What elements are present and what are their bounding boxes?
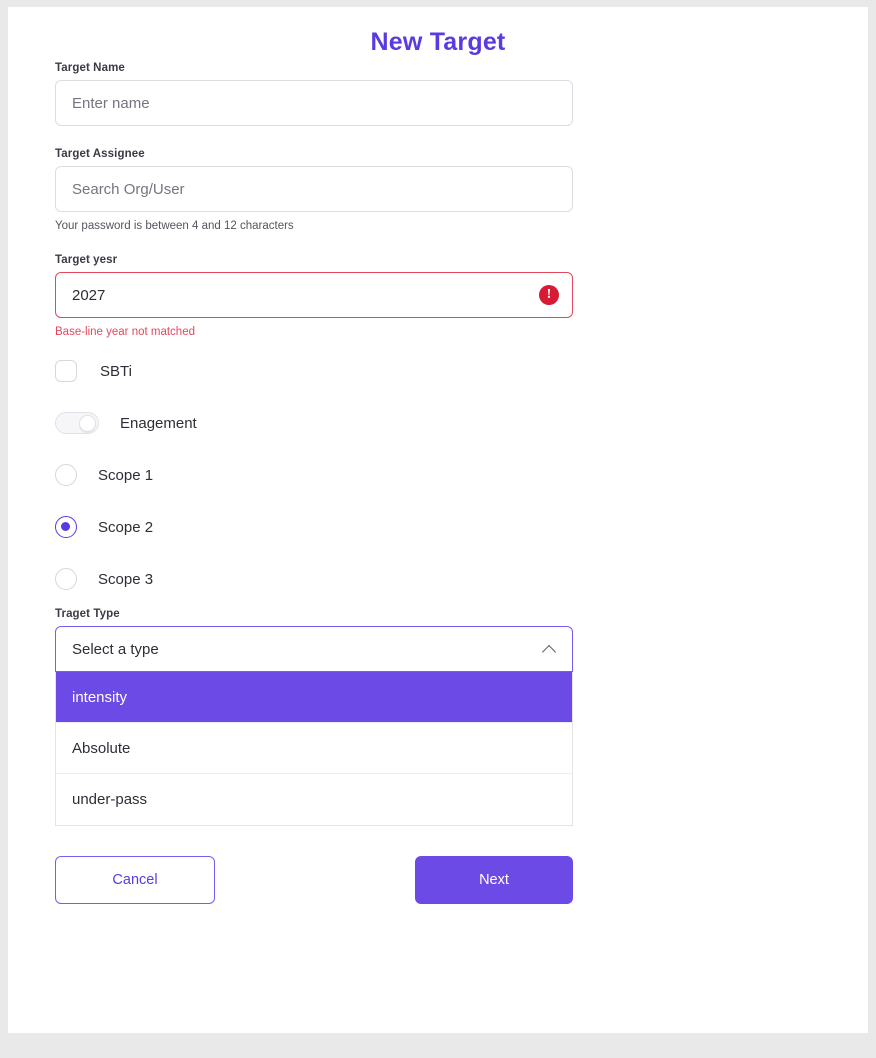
dropdown-option-label: intensity <box>72 688 128 706</box>
option-label: Enagement <box>120 414 197 432</box>
field-target-assignee <box>55 148 575 232</box>
radio-scope-2[interactable] <box>55 516 77 538</box>
toggle-enagement[interactable] <box>55 412 99 434</box>
option-scope-3[interactable] <box>55 566 575 592</box>
dropdown-option-absolute[interactable] <box>56 723 572 774</box>
dropdown-option-under-pass[interactable] <box>56 774 572 825</box>
page-title: New Target <box>370 28 506 56</box>
next-button[interactable]: Next <box>415 856 573 904</box>
option-label: SBTi <box>100 362 132 380</box>
toggle-knob <box>79 415 96 432</box>
options-group <box>55 358 575 592</box>
target-year-label: Target yesr <box>55 254 118 266</box>
new-target-panel <box>8 7 868 1033</box>
exclamation-circle-icon: ! <box>539 285 559 305</box>
chevron-up-icon[interactable] <box>543 643 556 656</box>
target-year-input-wrap <box>55 272 573 318</box>
target-type-label: Traget Type <box>55 608 120 620</box>
checkbox-sbti[interactable] <box>55 360 77 382</box>
target-type-selected-value: Select a type <box>72 640 159 658</box>
option-enagement[interactable] <box>55 410 575 436</box>
target-name-label: Target Name <box>55 62 125 74</box>
option-label: Scope 2 <box>98 518 154 536</box>
target-type-select[interactable] <box>55 626 573 672</box>
target-year-error: Base-line year not matched <box>55 326 195 338</box>
form-actions <box>55 856 573 904</box>
field-target-type <box>55 608 575 826</box>
field-target-year <box>55 254 575 338</box>
target-assignee-input[interactable] <box>55 166 573 212</box>
spacer <box>55 232 575 254</box>
new-target-form <box>55 62 575 904</box>
cancel-button[interactable]: Cancel <box>55 856 215 904</box>
radio-scope-1[interactable] <box>55 464 77 486</box>
dropdown-option-intensity[interactable] <box>56 672 572 723</box>
target-name-input[interactable] <box>55 80 573 126</box>
spacer <box>55 338 575 358</box>
target-year-input[interactable] <box>55 272 573 318</box>
radio-scope-3[interactable] <box>55 568 77 590</box>
target-assignee-label: Target Assignee <box>55 148 145 160</box>
dropdown-option-label: under-pass <box>72 791 148 808</box>
top-strip <box>0 0 876 7</box>
spacer <box>55 126 575 148</box>
option-scope-2[interactable] <box>55 514 575 540</box>
option-label: Scope 3 <box>98 570 154 588</box>
dropdown-option-label: Absolute <box>72 739 131 757</box>
option-label: Scope 1 <box>98 466 154 484</box>
target-assignee-helper: Your password is between 4 and 12 characters <box>55 220 294 232</box>
option-sbti[interactable] <box>55 358 575 384</box>
target-type-dropdown <box>55 672 573 826</box>
field-target-name <box>55 62 575 126</box>
option-scope-1[interactable] <box>55 462 575 488</box>
